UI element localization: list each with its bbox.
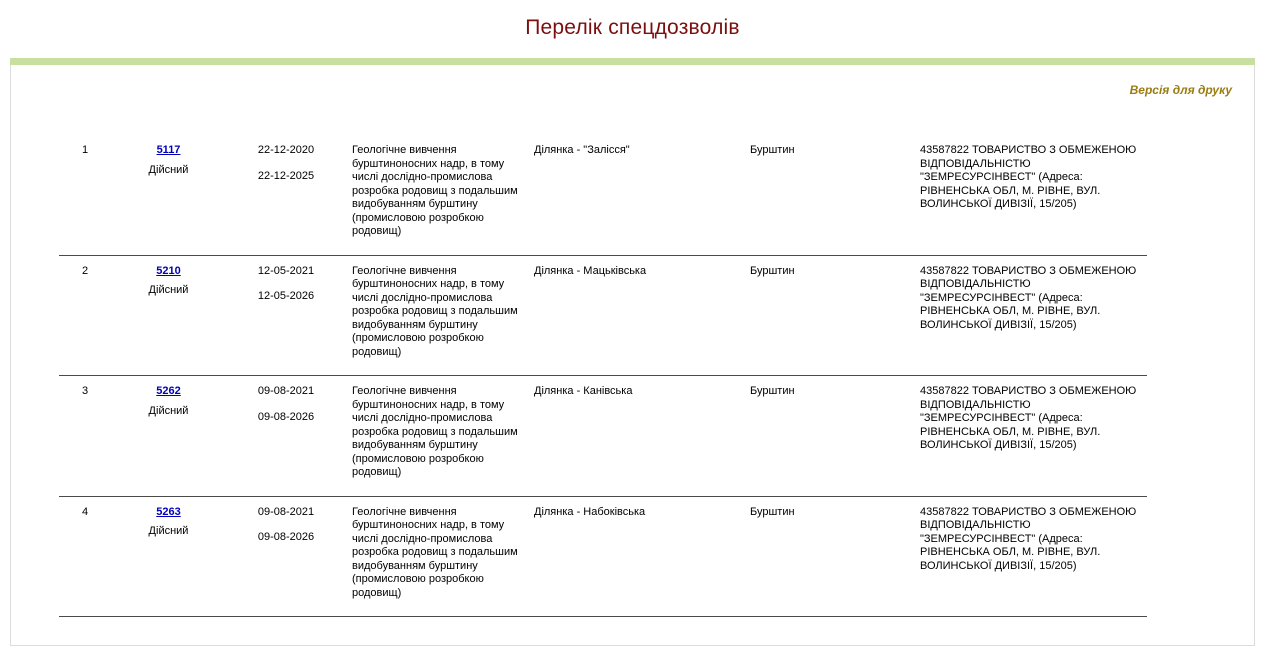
- permit-company: 43587822 ТОВАРИСТВО З ОБМЕЖЕНОЮ ВІДПОВІДАЛЬНІСТЮ "ЗЕМРЕСУРСІНВЕСТ" (Адреса: РІВНЕНСЬКА ОБЛ, М. РІВНЕ, ВУЛ. ВОЛИНСЬКОЇ ДИВІЗІЇ, 15/205): [914, 135, 1147, 255]
- permit-date-from: 12-05-2021: [257, 264, 315, 277]
- permit-date-to: 12-05-2026: [257, 290, 315, 302]
- permit-description: Геологічне вивчення бурштиноносних надр, в тому числі дослідно-промислова розробка родовищ з подальшим видобуванням бурштину (промисловою розробкою родовищ): [346, 135, 528, 255]
- permit-area: Ділянка - Набоківська: [528, 496, 744, 617]
- row-number: 1: [59, 135, 111, 255]
- permit-date-to: 22-12-2025: [257, 169, 315, 182]
- permit-date-to: 09-08-2026: [257, 410, 315, 423]
- permit-mineral: Бурштин: [744, 135, 914, 255]
- row-number: 2: [59, 255, 111, 376]
- permit-number-link[interactable]: 5262: [156, 385, 181, 397]
- table-row: [59, 135, 1147, 255]
- row-number: 3: [59, 376, 111, 497]
- permit-mineral: Бурштин: [744, 255, 914, 376]
- permit-area: Ділянка - "Залісся": [528, 135, 744, 255]
- permit-area: Ділянка - Канівська: [528, 376, 744, 497]
- permit-status: Дійсний: [148, 163, 189, 176]
- permit-description: Геологічне вивчення бурштиноносних надр, в тому числі дослідно-промислова розробка родовищ з подальшим видобуванням бурштину (промисловою розробкою родовищ): [346, 255, 528, 376]
- permit-area: Ділянка - Мацьківська: [528, 255, 744, 376]
- permit-status: Дійсний: [148, 404, 189, 417]
- permit-company: 43587822 ТОВАРИСТВО З ОБМЕЖЕНОЮ ВІДПОВІДАЛЬНІСТЮ "ЗЕМРЕСУРСІНВЕСТ" (Адреса: РІВНЕНСЬКА ОБЛ, М. РІВНЕ, ВУЛ. ВОЛИНСЬКОЇ ДИВІЗІЇ, 15/205): [914, 496, 1147, 617]
- table-row: [59, 255, 1147, 376]
- permit-mineral: Бурштин: [744, 496, 914, 617]
- permit-date-from: 09-08-2021: [257, 505, 315, 518]
- permit-date-from: 22-12-2020: [257, 144, 315, 156]
- table-row: [59, 496, 1147, 617]
- print-version-link[interactable]: Версія для друку: [1129, 83, 1232, 97]
- permit-number-link[interactable]: 5263: [156, 505, 181, 518]
- content-panel: [10, 65, 1255, 646]
- permit-status: Дійсний: [148, 284, 189, 296]
- permit-date-to: 09-08-2026: [257, 531, 315, 543]
- permit-company: 43587822 ТОВАРИСТВО З ОБМЕЖЕНОЮ ВІДПОВІДАЛЬНІСТЮ "ЗЕМРЕСУРСІНВЕСТ" (Адреса: РІВНЕНСЬКА ОБЛ, М. РІВНЕ, ВУЛ. ВОЛИНСЬКОЇ ДИВІЗІЇ, 15/205): [914, 376, 1147, 497]
- permits-table: [59, 135, 1147, 617]
- permit-date-from: 09-08-2021: [257, 385, 315, 397]
- permit-number-link[interactable]: 5117: [156, 144, 181, 156]
- table-row: [59, 376, 1147, 497]
- divider-bar: [10, 58, 1255, 65]
- permit-mineral: Бурштин: [744, 376, 914, 497]
- permit-description: Геологічне вивчення бурштиноносних надр, в тому числі дослідно-промислова розробка родовищ з подальшим видобуванням бурштину (промисловою розробкою родовищ): [346, 496, 528, 617]
- page-title: Перелік спецдозволів: [525, 16, 740, 39]
- print-row: [11, 65, 1254, 99]
- row-number: 4: [59, 496, 111, 617]
- permit-company: 43587822 ТОВАРИСТВО З ОБМЕЖЕНОЮ ВІДПОВІДАЛЬНІСТЮ "ЗЕМРЕСУРСІНВЕСТ" (Адреса: РІВНЕНСЬКА ОБЛ, М. РІВНЕ, ВУЛ. ВОЛИНСЬКОЇ ДИВІЗІЇ, 15/205): [914, 255, 1147, 376]
- permit-number-link[interactable]: 5210: [156, 264, 181, 277]
- permit-description: Геологічне вивчення бурштиноносних надр, в тому числі дослідно-промислова розробка родовищ з подальшим видобуванням бурштину (промисловою розробкою родовищ): [346, 376, 528, 497]
- permit-status: Дійсний: [148, 525, 189, 537]
